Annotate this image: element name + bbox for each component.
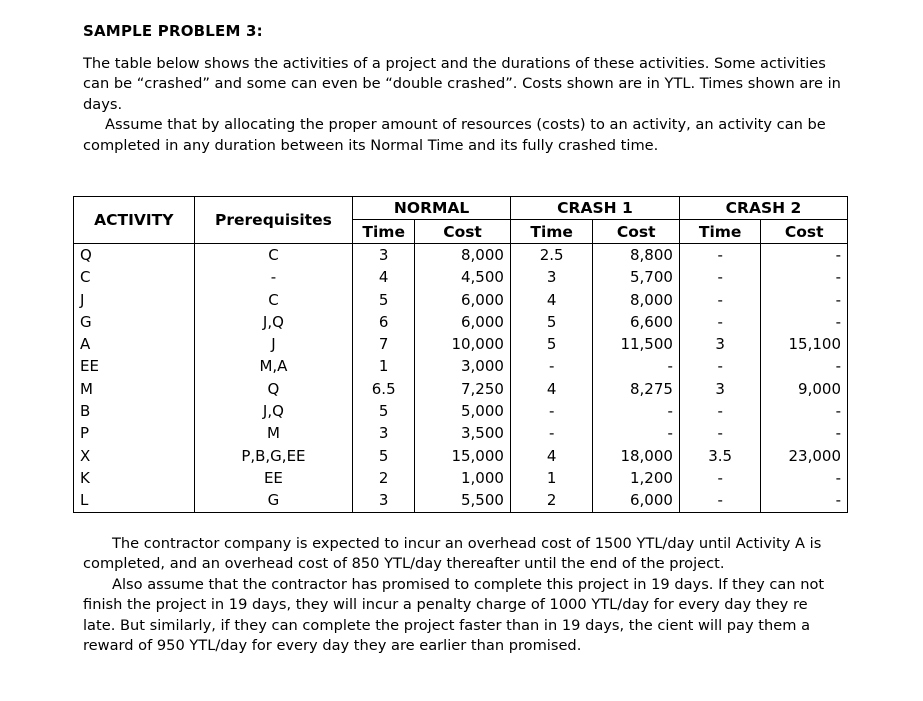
- cell-crash2-time: -: [679, 422, 760, 444]
- intro-paragraph-2: Assume that by allocating the proper amount of resources (costs) to an activity, an activity can be completed in any duration between its Normal Time and its fully crashed time.: [83, 116, 826, 154]
- cell-crash2-cost: -: [761, 289, 848, 311]
- cell-crash1-cost: 8,000: [593, 289, 680, 311]
- cell-crash1-time: 5: [510, 333, 592, 355]
- table-row: [74, 445, 848, 467]
- cell-normal-time: 3: [353, 489, 415, 512]
- cell-normal-time: 5: [353, 289, 415, 311]
- cell-crash2-cost: -: [761, 244, 848, 267]
- cell-activity: EE: [74, 355, 195, 377]
- cell-crash2-time: 3: [679, 378, 760, 400]
- cell-normal-cost: 6,000: [415, 289, 511, 311]
- cell-crash1-cost: -: [593, 422, 680, 444]
- cell-crash2-cost: -: [761, 311, 848, 333]
- cell-normal-cost: 6,000: [415, 311, 511, 333]
- cell-activity: L: [74, 489, 195, 512]
- cell-crash2-cost: 9,000: [761, 378, 848, 400]
- activity-table: [73, 196, 848, 513]
- outro-paragraph-1: The contractor company is expected to incur an overhead cost of 1500 YTL/day until Activity A is completed, and an overhead cost of 850 YTL/day thereafter until the end of the project.: [83, 535, 822, 573]
- cell-normal-cost: 4,500: [415, 266, 511, 288]
- cell-crash1-cost: 18,000: [593, 445, 680, 467]
- cell-normal-cost: 3,500: [415, 422, 511, 444]
- cell-prerequisites: -: [194, 266, 353, 288]
- table-row: [74, 355, 848, 377]
- cell-crash1-time: -: [510, 400, 592, 422]
- cell-crash1-time: 3: [510, 266, 592, 288]
- header-prerequisites: Prerequisites: [194, 197, 353, 244]
- cell-prerequisites: G: [194, 489, 353, 512]
- cell-normal-time: 1: [353, 355, 415, 377]
- cell-crash2-time: -: [679, 355, 760, 377]
- cell-normal-cost: 5,000: [415, 400, 511, 422]
- cell-crash1-cost: 1,200: [593, 467, 680, 489]
- cell-normal-time: 2: [353, 467, 415, 489]
- header-normal-time: Time: [353, 220, 415, 244]
- cell-prerequisites: J,Q: [194, 311, 353, 333]
- cell-crash1-time: 4: [510, 445, 592, 467]
- table-row: [74, 311, 848, 333]
- cell-crash1-cost: -: [593, 355, 680, 377]
- cell-normal-cost: 3,000: [415, 355, 511, 377]
- cell-crash2-time: 3: [679, 333, 760, 355]
- cell-normal-time: 3: [353, 244, 415, 267]
- cell-crash2-time: -: [679, 489, 760, 512]
- cell-crash1-time: 2: [510, 489, 592, 512]
- cell-prerequisites: M: [194, 422, 353, 444]
- cell-activity: B: [74, 400, 195, 422]
- cell-crash2-cost: -: [761, 355, 848, 377]
- cell-crash1-cost: 11,500: [593, 333, 680, 355]
- cell-crash1-time: -: [510, 355, 592, 377]
- table-row: [74, 489, 848, 512]
- intro-text: [83, 54, 843, 156]
- cell-normal-cost: 8,000: [415, 244, 511, 267]
- cell-prerequisites: C: [194, 244, 353, 267]
- cell-activity: X: [74, 445, 195, 467]
- cell-crash1-time: 4: [510, 378, 592, 400]
- cell-activity: K: [74, 467, 195, 489]
- cell-activity: Q: [74, 244, 195, 267]
- cell-normal-time: 6.5: [353, 378, 415, 400]
- cell-prerequisites: J,Q: [194, 400, 353, 422]
- cell-crash2-cost: -: [761, 266, 848, 288]
- cell-normal-time: 7: [353, 333, 415, 355]
- cell-prerequisites: Q: [194, 378, 353, 400]
- cell-crash1-time: 2.5: [510, 244, 592, 267]
- header-crash1: CRASH 1: [510, 197, 679, 220]
- header-crash2-cost: Cost: [761, 220, 848, 244]
- cell-normal-cost: 10,000: [415, 333, 511, 355]
- cell-crash2-cost: -: [761, 422, 848, 444]
- header-crash1-cost: Cost: [593, 220, 680, 244]
- cell-crash1-time: -: [510, 422, 592, 444]
- cell-normal-cost: 5,500: [415, 489, 511, 512]
- table-row: [74, 422, 848, 444]
- cell-crash2-cost: -: [761, 489, 848, 512]
- cell-crash1-cost: 5,700: [593, 266, 680, 288]
- cell-normal-time: 3: [353, 422, 415, 444]
- table-row: [74, 378, 848, 400]
- cell-crash2-time: -: [679, 244, 760, 267]
- table-row: [74, 467, 848, 489]
- header-activity: ACTIVITY: [74, 197, 195, 244]
- cell-crash1-cost: 8,275: [593, 378, 680, 400]
- cell-crash2-time: 3.5: [679, 445, 760, 467]
- header-crash1-time: Time: [510, 220, 592, 244]
- table-row: [74, 400, 848, 422]
- header-normal: NORMAL: [353, 197, 511, 220]
- cell-crash2-cost: 15,100: [761, 333, 848, 355]
- cell-normal-cost: 7,250: [415, 378, 511, 400]
- cell-normal-time: 6: [353, 311, 415, 333]
- cell-normal-cost: 15,000: [415, 445, 511, 467]
- cell-crash2-time: -: [679, 266, 760, 288]
- cell-crash2-cost: -: [761, 467, 848, 489]
- cell-crash2-cost: 23,000: [761, 445, 848, 467]
- table-row: [74, 333, 848, 355]
- cell-prerequisites: EE: [194, 467, 353, 489]
- cell-normal-time: 5: [353, 400, 415, 422]
- cell-crash1-time: 4: [510, 289, 592, 311]
- cell-prerequisites: M,A: [194, 355, 353, 377]
- header-crash2-time: Time: [679, 220, 760, 244]
- cell-activity: C: [74, 266, 195, 288]
- outro-paragraph-2: Also assume that the contractor has promised to complete this project in 19 days. If they can not finish the project in 19 days, they will incur a penalty charge of 1000 YTL/day for every day they re late. But similarly, if they can complete the project faster than in 19 days, the cient will pay them a reward of 950 YTL/day for every day they are earlier than promised.: [83, 575, 825, 655]
- cell-crash1-time: 1: [510, 467, 592, 489]
- cell-crash2-cost: -: [761, 400, 848, 422]
- cell-normal-cost: 1,000: [415, 467, 511, 489]
- cell-crash1-cost: -: [593, 400, 680, 422]
- cell-normal-time: 5: [353, 445, 415, 467]
- cell-normal-time: 4: [353, 266, 415, 288]
- cell-crash1-time: 5: [510, 311, 592, 333]
- cell-crash1-cost: 6,600: [593, 311, 680, 333]
- header-crash2: CRASH 2: [679, 197, 847, 220]
- cell-prerequisites: C: [194, 289, 353, 311]
- cell-activity: J: [74, 289, 195, 311]
- table-row: [74, 244, 848, 267]
- cell-activity: A: [74, 333, 195, 355]
- cell-activity: G: [74, 311, 195, 333]
- intro-paragraph-1: The table below shows the activities of a project and the durations of these activities. Some activities can be “crashed” and some can even be “double crashed”. Costs shown are in YTL. Times shown are in days.: [83, 55, 841, 113]
- cell-crash2-time: -: [679, 311, 760, 333]
- cell-prerequisites: J: [194, 333, 353, 355]
- cell-crash2-time: -: [679, 289, 760, 311]
- cell-crash2-time: -: [679, 467, 760, 489]
- cell-crash1-cost: 6,000: [593, 489, 680, 512]
- cell-prerequisites: P,B,G,EE: [194, 445, 353, 467]
- cell-crash2-time: -: [679, 400, 760, 422]
- header-normal-cost: Cost: [415, 220, 511, 244]
- page-title: SAMPLE PROBLEM 3:: [83, 22, 263, 40]
- cell-crash1-cost: 8,800: [593, 244, 680, 267]
- outro-text: [83, 534, 843, 656]
- table-row: [74, 266, 848, 288]
- cell-activity: P: [74, 422, 195, 444]
- table-row: [74, 289, 848, 311]
- cell-activity: M: [74, 378, 195, 400]
